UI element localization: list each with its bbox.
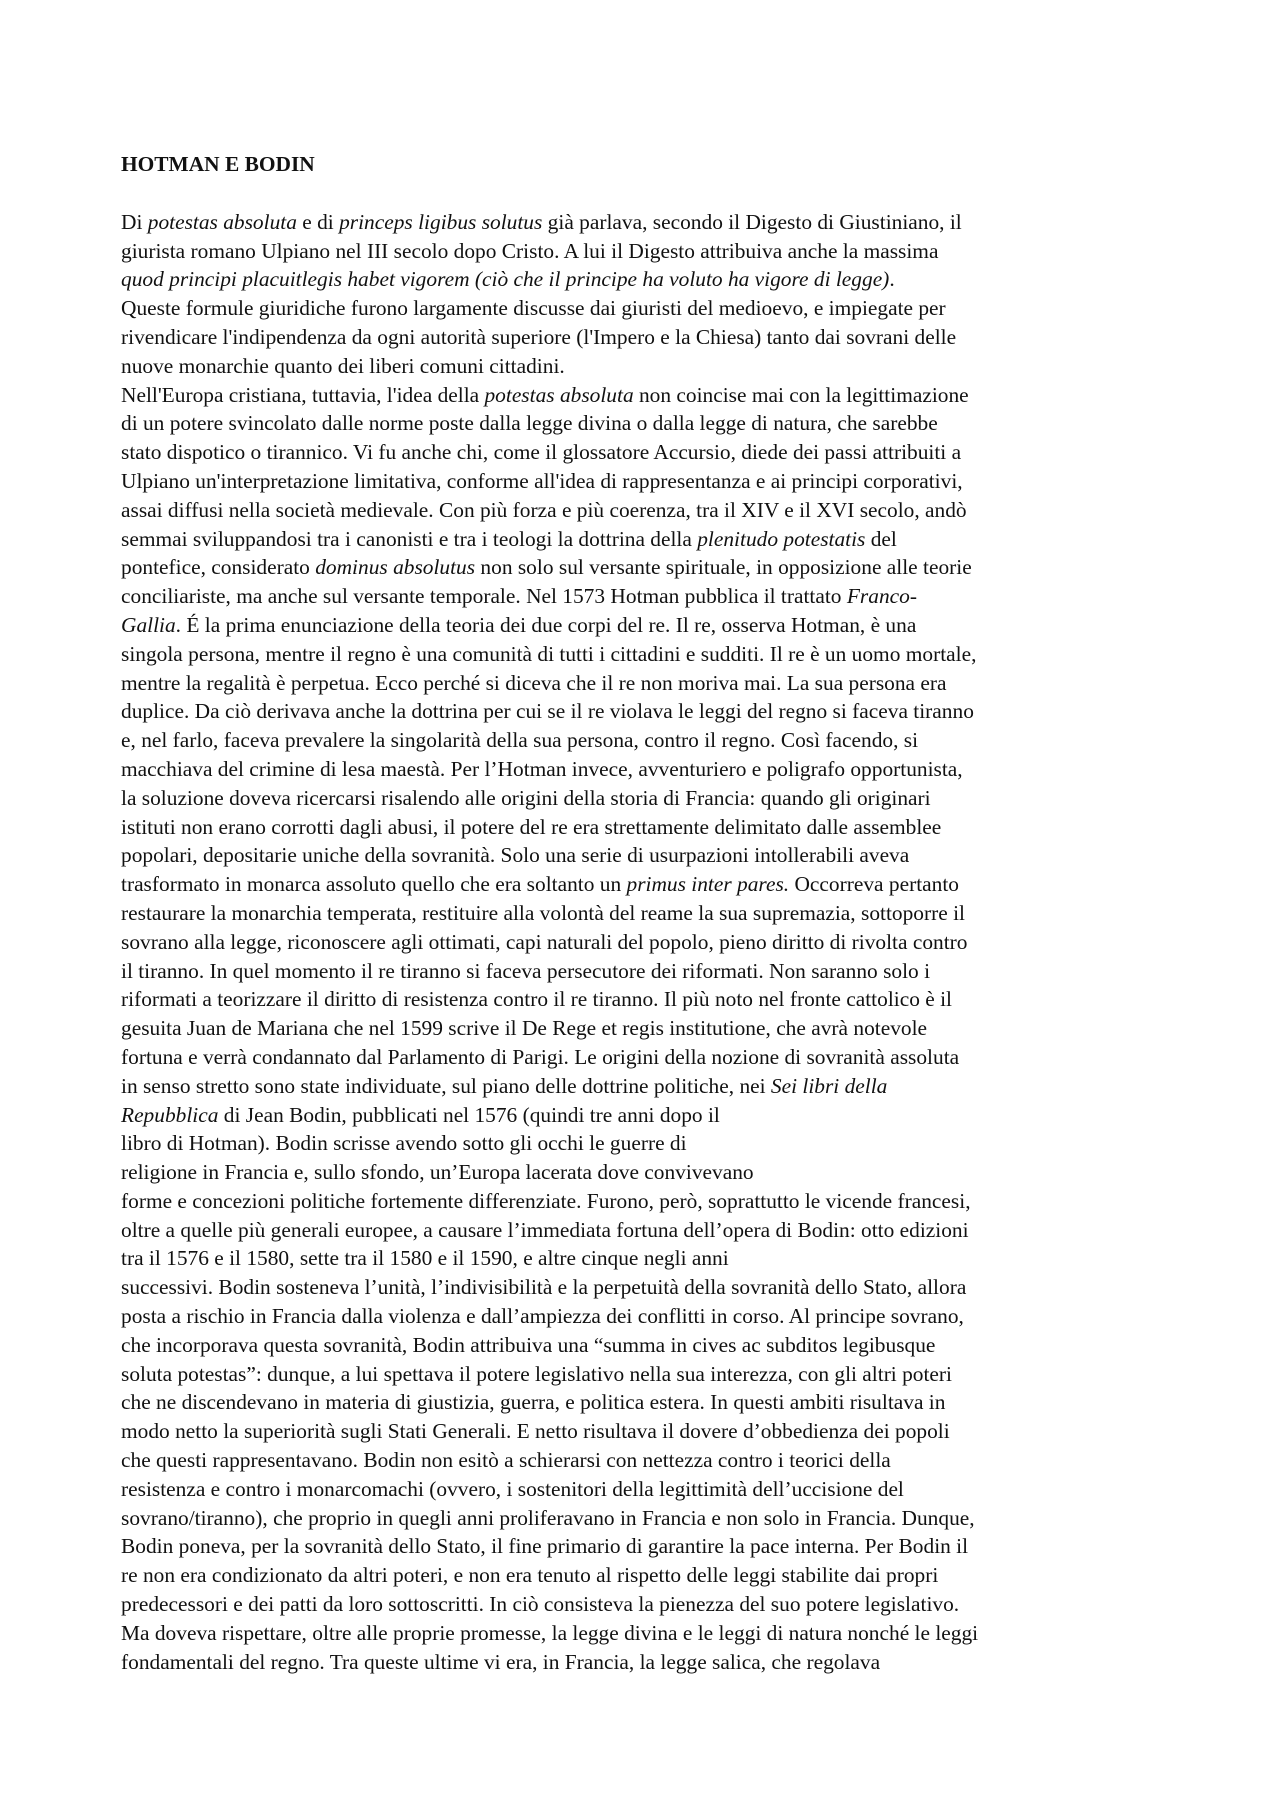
text-line [121,640,1171,669]
text-line [121,1072,1171,1101]
text-line [121,1302,1171,1331]
text-segment: gesuita Juan de Mariana che nel 1599 scrive il De Rege et regis institutione, che avrà notevole [121,1016,928,1041]
italic-text-segment: Sei libri della [770,1073,888,1098]
text-line [121,841,1171,870]
text-line [121,899,1171,928]
text-segment: oltre a quelle più generali europee, a causare l’immediata fortuna dell’opera di Bodin: otto edizioni [121,1217,969,1242]
text-segment: libro di Hotman). Bodin scrisse avendo sotto gli occhi le guerre di [121,1131,687,1156]
document-page [121,150,1171,1676]
text-line [121,1216,1171,1245]
text-line [121,611,1171,640]
text-segment: sovrano alla legge, riconoscere agli ottimati, capi naturali del popolo, pieno diritto di rivolta contro [121,929,968,954]
document-title: HOTMAN E BODIN [121,152,315,176]
text-line [121,496,1171,525]
text-segment: fortuna e verrà condannato dal Parlamento di Parigi. Le origini della nozione di sovranità assoluta [121,1044,960,1069]
text-segment: che incorporava questa sovranità, Bodin attribuiva una “summa in cives ac subditos legibusque [121,1332,936,1357]
text-segment: la soluzione doveva ricercarsi risalendo alle origini della storia di Francia: quando gli originari [121,785,931,810]
text-line [121,1648,1171,1677]
text-segment: religione in Francia e, sullo sfondo, un’Europa lacerata dove convivevano [121,1160,754,1185]
text-line [121,1187,1171,1216]
text-line [121,697,1171,726]
text-line [121,1360,1171,1389]
text-segment: nuove monarchie quanto dei liberi comuni cittadini. [121,353,565,378]
text-segment: re non era condizionato da altri poteri, e non era tenuto al rispetto delle leggi stabilite dai propri [121,1563,939,1588]
text-segment: posta a rischio in Francia dalla violenza e dall’ampiezza dei conflitti in corso. Al principe sovrano, [121,1304,964,1329]
text-segment: già parlava, secondo il Digesto di Giustiniano, il [542,209,962,234]
text-segment: Nell'Europa cristiana, tuttavia, l'idea della [121,382,485,407]
text-line [121,669,1171,698]
text-segment: di un potere svincolato dalle norme poste dalla legge divina o dalla legge di natura, che sarebbe [121,411,938,436]
text-line [121,294,1171,323]
text-segment: . [889,267,895,292]
text-line [121,784,1171,813]
text-segment: semmai sviluppandosi tra i canonisti e tra i teologi la dottrina della [121,526,698,551]
text-segment: popolari, depositarie uniche della sovranità. Solo una serie di usurpazioni intollerabili aveva [121,843,910,868]
text-segment: pontefice, considerato [121,555,316,580]
text-line [121,1388,1171,1417]
text-line [121,1043,1171,1072]
text-line [121,1504,1171,1533]
italic-text-segment: Repubblica [121,1102,219,1127]
text-line [121,438,1171,467]
text-line [121,1417,1171,1446]
text-segment: del [865,526,897,551]
text-segment: giurista romano Ulpiano nel III secolo dopo Cristo. A lui il Digesto attribuiva anche la massima [121,238,939,263]
text-line [121,409,1171,438]
text-line [121,1331,1171,1360]
text-segment: Ulpiano un'interpretazione limitativa, conforme all'idea di rappresentanza e ai principi corporativi, [121,468,963,493]
text-segment: Bodin poneva, per la sovranità dello Stato, il fine primario di garantire la pace interna. Per Bodin il [121,1534,969,1559]
text-segment: riformati a teorizzare il diritto di resistenza contro il re tiranno. Il più noto nel fronte cattolico è il [121,987,952,1012]
italic-text-segment: princeps ligibus solutus [339,209,543,234]
text-segment: di Jean Bodin, pubblicati nel 1576 (quindi tre anni dopo il [218,1102,720,1127]
italic-text-segment: Gallia [121,612,176,637]
text-line [121,1244,1171,1273]
text-segment: predecessori e dei patti da loro sottoscritti. In ciò consisteva la pienezza del suo potere legislativo. [121,1592,960,1617]
text-segment: Ma doveva rispettare, oltre alle proprie promesse, la legge divina e le leggi di natura nonché le leggi [121,1620,979,1645]
text-line [121,813,1171,842]
text-segment: conciliariste, ma anche sul versante temporale. Nel 1573 Hotman pubblica il trattato [121,584,847,609]
text-line [121,1590,1171,1619]
text-segment: Occorreva pertanto [789,872,959,897]
italic-text-segment: plenitudo potestatis [697,526,866,551]
text-segment: il tiranno. In quel momento il re tiranno si faceva persecutore dei riformati. Non saranno solo i [121,958,931,983]
text-line [121,1014,1171,1043]
text-line [121,323,1171,352]
document-body [121,208,1171,1677]
text-line [121,1475,1171,1504]
italic-text-segment: primus inter pares. [626,872,790,897]
text-segment: Di [121,209,148,234]
text-segment: istituti non erano corrotti dagli abusi, il potere del re era strettamente delimitato dalle assemblee [121,814,942,839]
text-segment: tra il 1576 e il 1580, sette tra il 1580 e il 1590, e altre cinque negli anni [121,1246,729,1271]
text-segment: resistenza e contro i monarcomachi (ovvero, i sostenitori della legittimità dell’uccisione del [121,1476,904,1501]
text-line [121,755,1171,784]
text-line [121,1129,1171,1158]
text-line [121,1446,1171,1475]
italic-text-segment: potestas absoluta [147,209,297,234]
text-line [121,582,1171,611]
text-segment: assai diffusi nella società medievale. Con più forza e più coerenza, tra il XIV e il XVI secolo, andò [121,497,967,522]
text-line [121,957,1171,986]
text-line [121,1561,1171,1590]
text-segment: che questi rappresentavano. Bodin non esitò a schierarsi con nettezza contro i teorici della [121,1448,891,1473]
text-segment: e di [296,209,340,234]
text-line [121,1532,1171,1561]
text-segment: che ne discendevano in materia di giustizia, guerra, e politica estera. In questi ambiti risultava in [121,1390,946,1415]
text-line [121,381,1171,410]
text-line [121,553,1171,582]
text-segment: sovrano/tiranno), che proprio in quegli anni proliferavano in Francia e non solo in Francia. Dunque, [121,1505,975,1530]
text-line [121,208,1171,237]
text-segment: Queste formule giuridiche furono largamente discusse dai giuristi del medioevo, e impiegate per [121,296,946,321]
text-segment: trasformato in monarca assoluto quello che era soltanto un [121,872,627,897]
text-line [121,928,1171,957]
text-segment: restaurare la monarchia temperata, restituire alla volontà del reame la sua supremazia, sottoporre il [121,900,965,925]
text-line [121,870,1171,899]
text-line [121,352,1171,381]
text-line [121,1619,1171,1648]
text-segment: macchiava del crimine di lesa maestà. Per l’Hotman invece, avventuriero e poligrafo opportunista, [121,756,963,781]
text-line [121,1158,1171,1187]
text-segment: soluta potestas”: dunque, a lui spettava il potere legislativo nella sua interezza, con gli altri poteri [121,1361,952,1386]
text-segment: singola persona, mentre il regno è una comunità di tutti i cittadini e sudditi. Il re è un uomo mortale, [121,641,977,666]
text-line [121,726,1171,755]
text-line [121,237,1171,266]
text-segment: in senso stretto sono state individuate, sul piano delle dottrine politiche, nei [121,1073,771,1098]
text-line [121,1101,1171,1130]
text-line [121,525,1171,554]
text-segment: e, nel farlo, faceva prevalere la singolarità della sua persona, contro il regno. Così facendo, si [121,728,919,753]
text-line [121,467,1171,496]
italic-text-segment: quod principi placuitlegis habet vigorem (ciò che il principe ha voluto ha vigore di legge) [121,267,890,292]
text-segment: . É la prima enunciazione della teoria dei due corpi del re. Il re, osserva Hotman, è una [175,612,917,637]
text-segment: modo netto la superiorità sugli Stati Generali. E netto risultava il dovere d’obbedienza dei popoli [121,1419,950,1444]
text-segment: mentre la regalità è perpetua. Ecco perché si diceva che il re non moriva mai. La sua persona era [121,670,947,695]
text-line [121,985,1171,1014]
italic-text-segment: potestas absoluta [484,382,634,407]
text-segment: duplice. Da ciò derivava anche la dottrina per cui se il re violava le leggi del regno si faceva tiranno [121,699,974,724]
italic-text-segment: Franco- [846,584,917,609]
text-segment: forme e concezioni politiche fortemente differenziate. Furono, però, soprattutto le vicende francesi, [121,1188,971,1213]
text-segment: successivi. Bodin sosteneva l’unità, l’indivisibilità e la perpetuità della sovranità dello Stato, allora [121,1275,967,1300]
text-segment: rivendicare l'indipendenza da ogni autorità superiore (l'Impero e la Chiesa) tanto dai sovrani delle [121,324,957,349]
text-segment: stato dispotico o tirannico. Vi fu anche chi, come il glossatore Accursio, diede dei passi attribuiti a [121,440,962,465]
text-segment: non coincise mai con la legittimazione [633,382,969,407]
text-line [121,1273,1171,1302]
italic-text-segment: dominus absolutus [315,555,476,580]
text-segment: non solo sul versante spirituale, in opposizione alle teorie [475,555,972,580]
text-line [121,265,1171,294]
text-segment: fondamentali del regno. Tra queste ultime vi era, in Francia, la legge salica, che regolava [121,1649,881,1674]
